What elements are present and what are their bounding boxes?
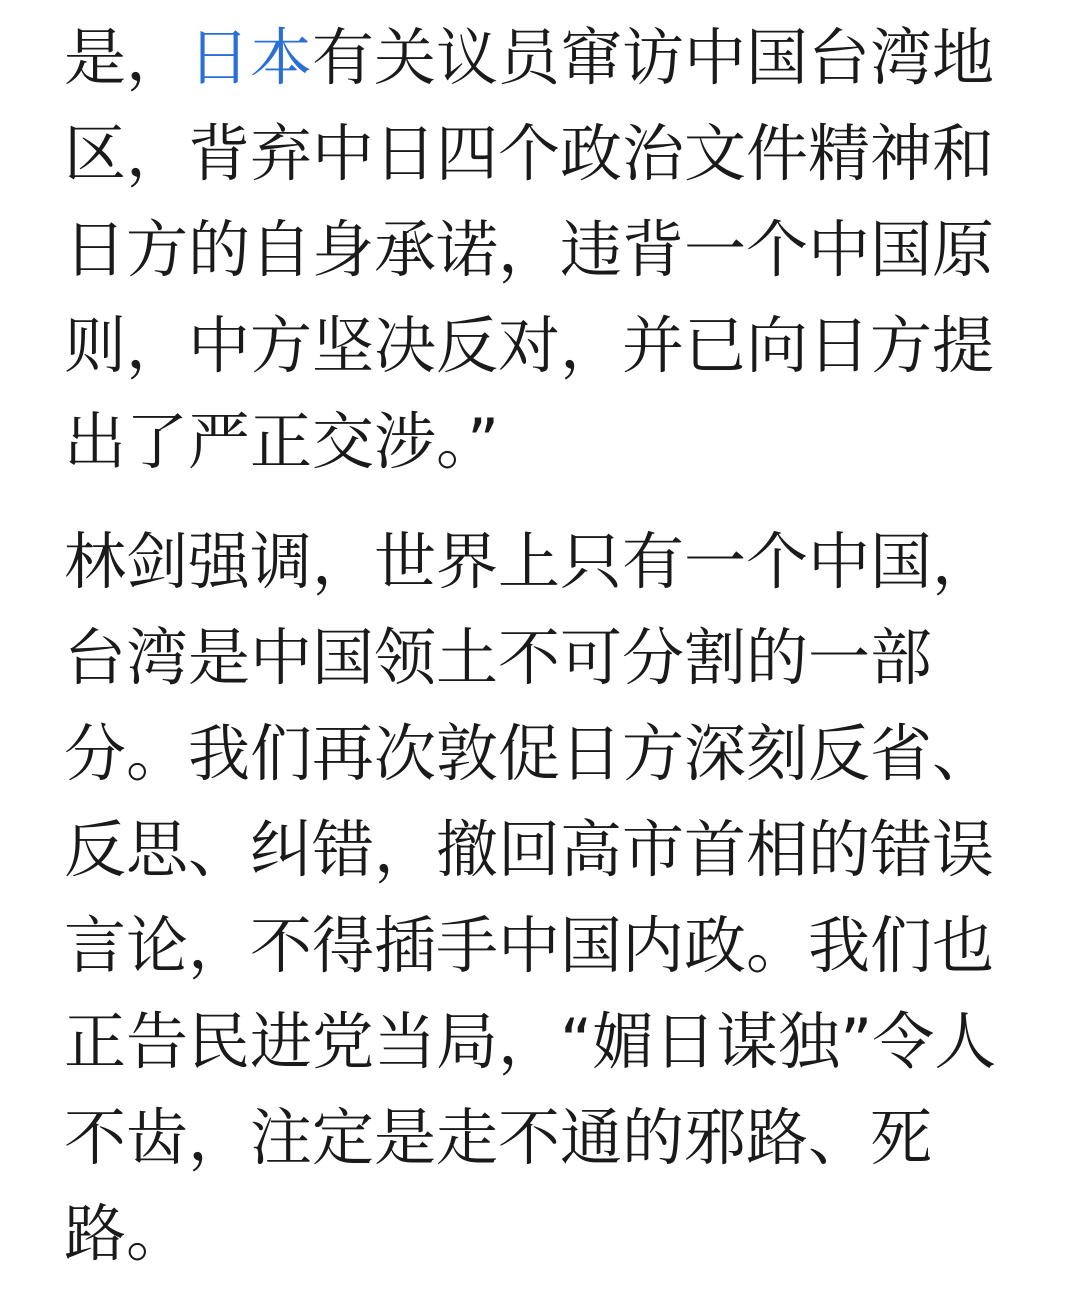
paragraph-line: 则，中方坚决反对，并已向日方提: [64, 309, 995, 382]
paragraph-line: 分。我们再次敦促日方深刻反省、: [64, 717, 995, 790]
paragraph-line: 台湾是中国领土不可分割的一部: [64, 621, 933, 694]
paragraph-line: [64, 10, 1014, 106]
paragraph-line: 言论，不得插手中国内政。我们也: [64, 909, 995, 982]
paragraph-line: 正告民进党当局，“媚日谋独”令人: [64, 1005, 997, 1078]
paragraph-line: 区，背弃中日四个政治文件精神和: [64, 117, 995, 190]
paragraph-2: [64, 514, 1014, 1282]
paragraph-line: 出了严正交涉。”: [64, 405, 500, 478]
paragraph-line: 路。: [64, 1197, 189, 1270]
paragraph-line: 日方的自身承诺，违背一个中国原: [64, 213, 995, 286]
text-segment: 是，: [64, 21, 189, 94]
paragraph-line: 林剑强调，世界上只有一个中国，: [64, 525, 995, 598]
paragraph-line: 反思、纠错，撤回高市首相的错误: [64, 813, 995, 886]
japan-link[interactable]: 日本: [188, 21, 313, 94]
paragraph-line: 不齿，注定是走不通的邪路、死: [64, 1101, 933, 1174]
paragraph-1: [64, 10, 1014, 490]
text-segment: 有关议员窜访中国台湾地: [312, 21, 995, 94]
article-body: [64, 10, 1014, 1282]
